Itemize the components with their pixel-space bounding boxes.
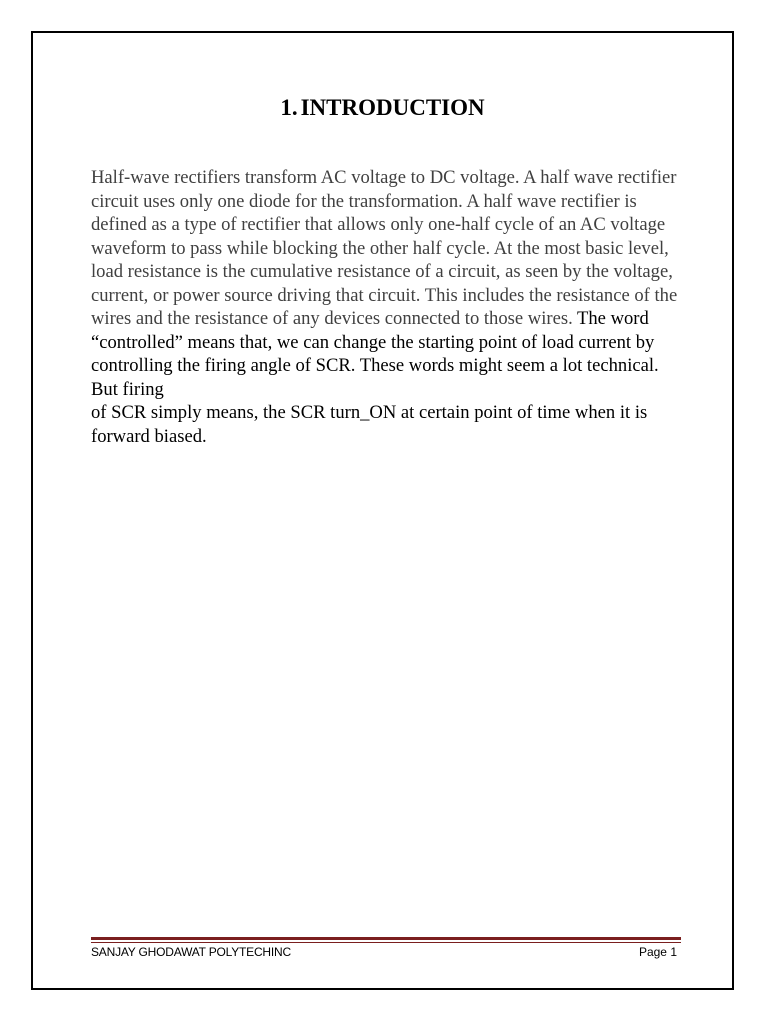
section-heading (33, 95, 732, 121)
footer-rule-thick (91, 937, 681, 940)
footer-page-number: Page 1 (638, 945, 677, 959)
section-title: INTRODUCTION (300, 95, 485, 120)
footer-rule-thin (91, 942, 681, 943)
section-number: 1. (280, 95, 298, 120)
page-frame (31, 31, 734, 990)
paragraph-text-part1: Half-wave rectifiers transform AC voltage to DC voltage. A half wave rectifier circuit uses only one diode for the transformation. A half wave rectifier is defined as a type of rectifier that allows only one-half cycle of an AC voltage waveform to pass while blocking the other half cycle. At the most basic level, load resistance is the cumulative resistance of a circuit, as seen by the voltage, current, or power source driving that circuit. This includes the resistance of the wires and the resistance of any devices connected to those wires. (91, 167, 678, 329)
paragraph-text-part2: The word “controlled” means that, we can change the starting point of load current by controlling the firing angle of SCR. These words might seem a lot technical. But firing (91, 308, 659, 400)
introduction-paragraph (91, 166, 681, 448)
paragraph-text-part3: of SCR simply means, the SCR turn_ON at certain point of time when it is forward biased. (91, 402, 648, 447)
footer-institution: SANJAY GHODAWAT POLYTECHINC (91, 945, 291, 959)
